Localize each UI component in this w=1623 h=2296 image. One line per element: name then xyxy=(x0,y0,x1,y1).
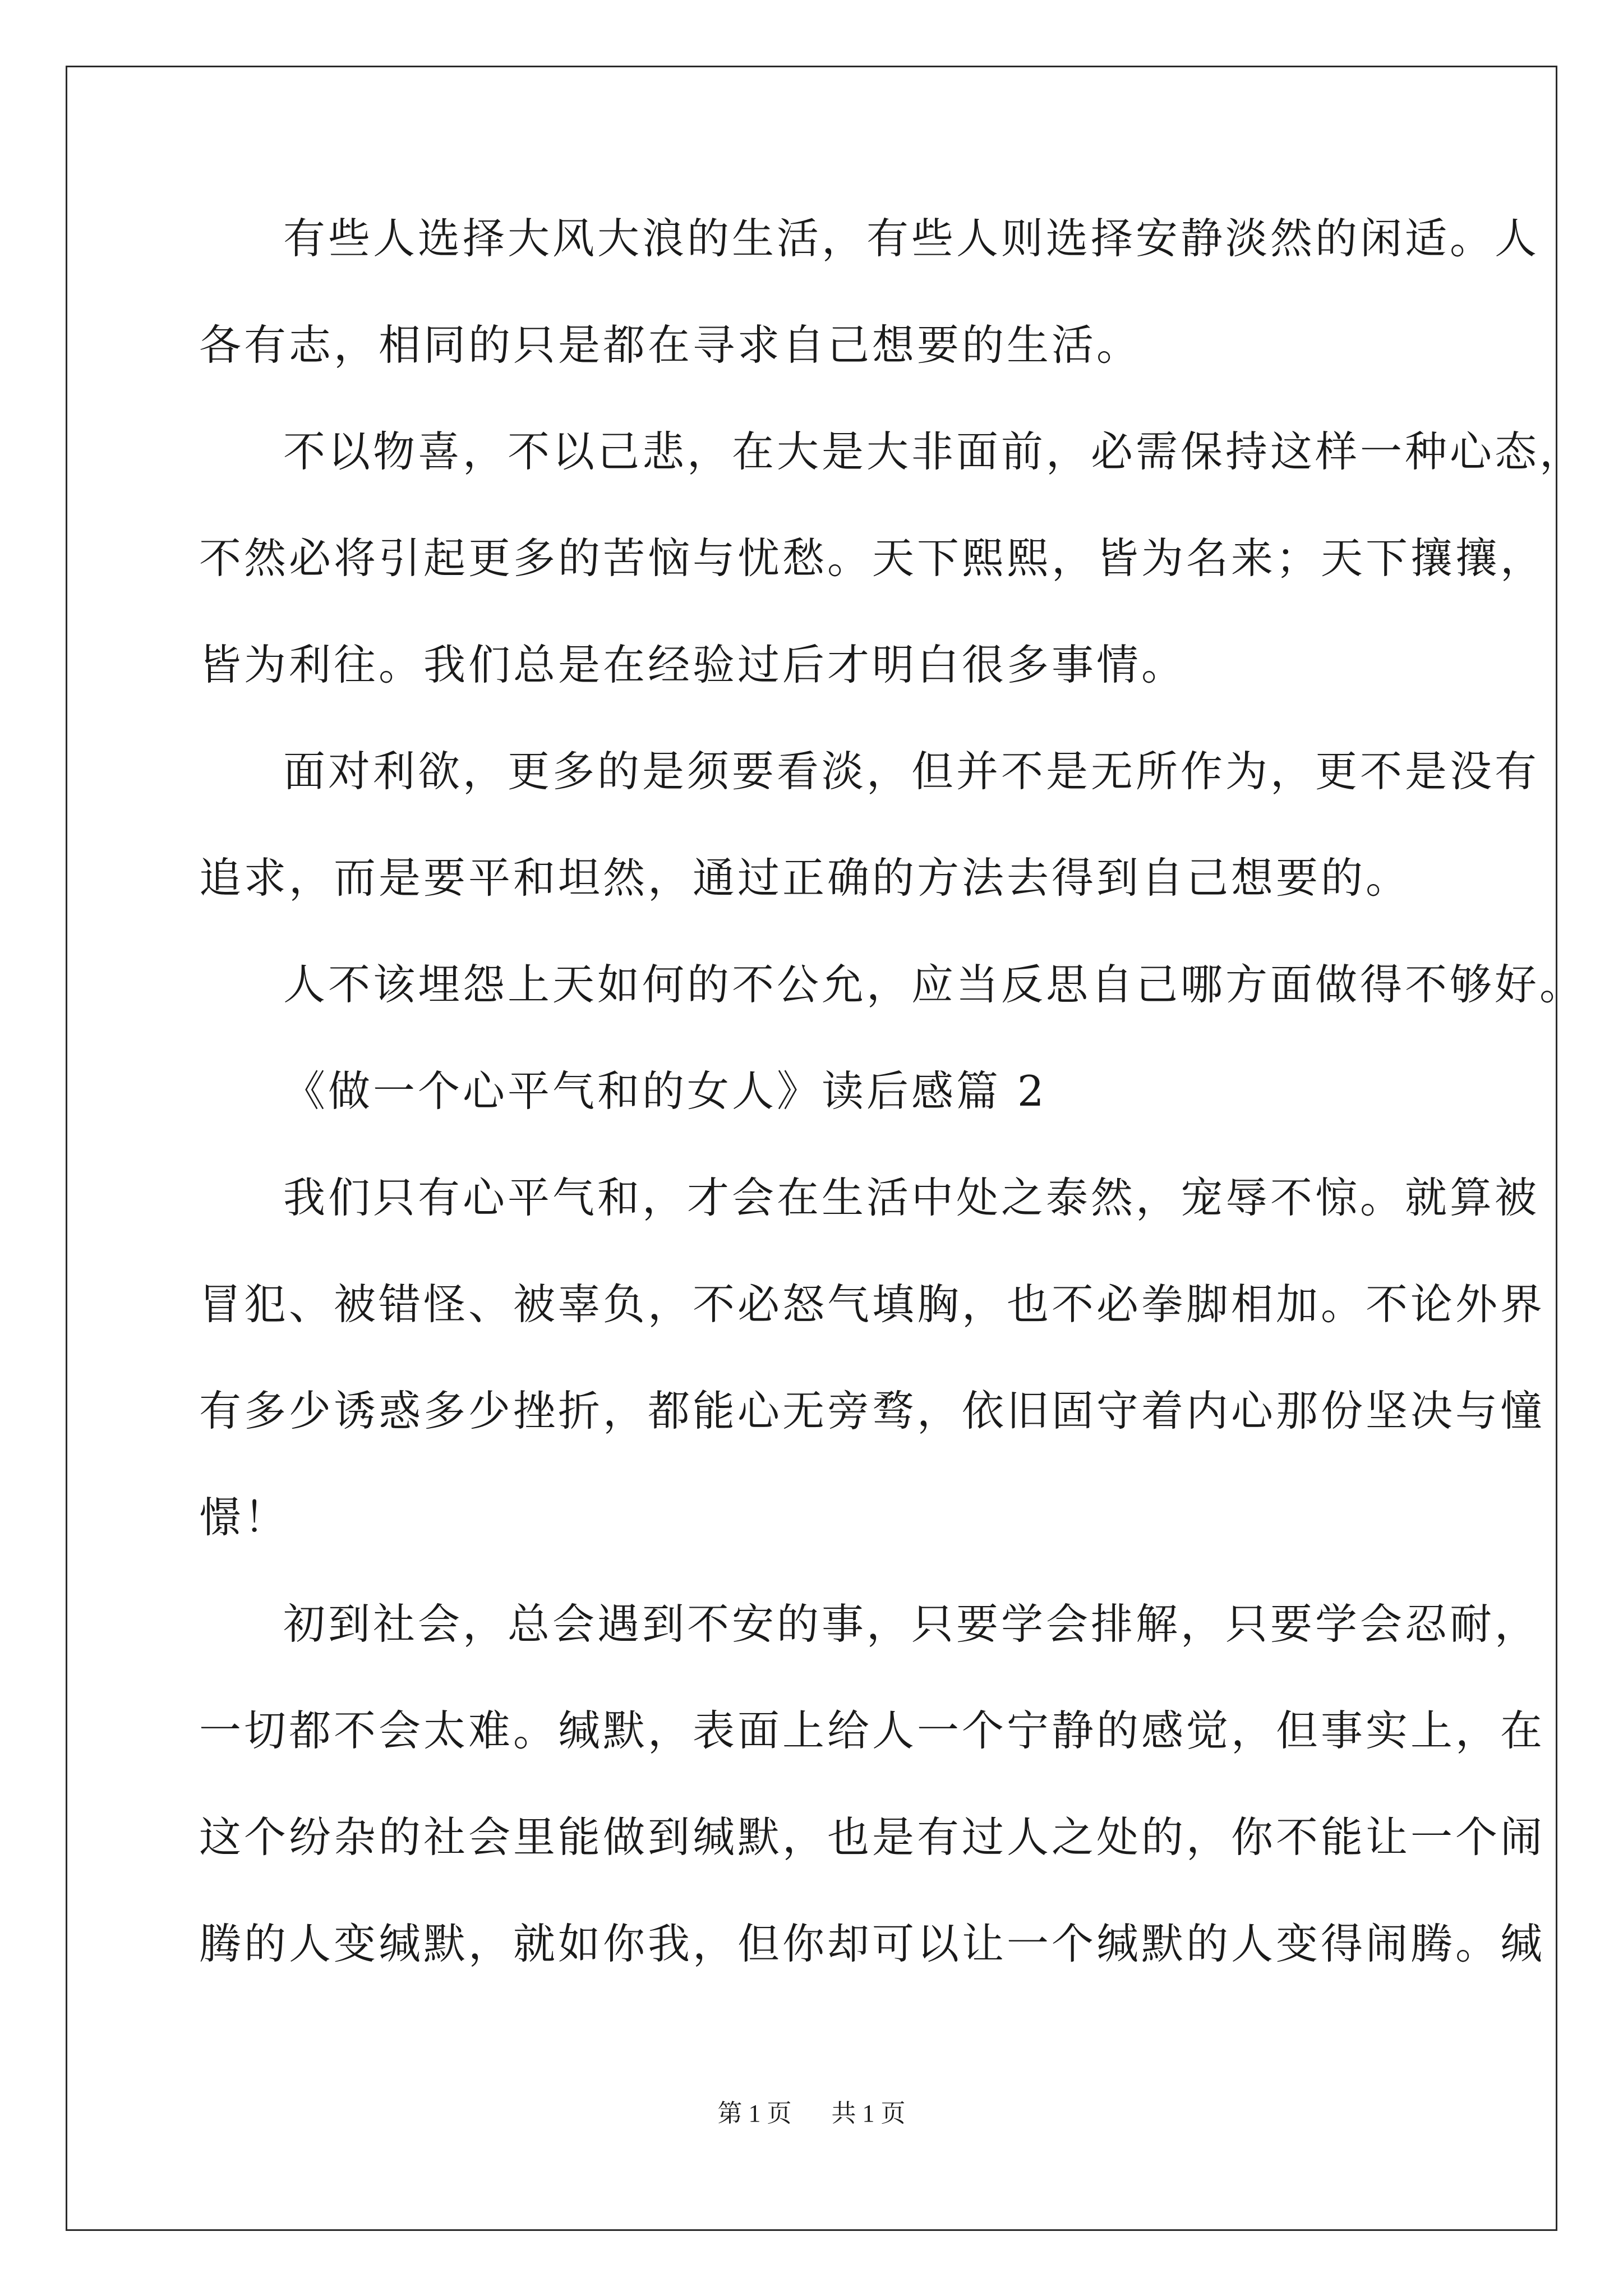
paragraph-line: 有多少诱惑多少挫折，都能心无旁骛，依旧固守着内心那份坚决与憧 xyxy=(199,1386,1546,1435)
page-number: 第 1 页 xyxy=(717,2100,792,2127)
paragraph-line: 不以物喜，不以己悲，在大是大非面前，必需保持这样一种心态， xyxy=(283,427,1585,476)
paragraph-line: 憬！ xyxy=(199,1493,289,1542)
paragraph-line: 追求，而是要平和坦然，通过正确的方法去得到自己想要的。 xyxy=(199,853,1411,903)
paragraph-line: 腾的人变缄默，就如你我，但你却可以让一个缄默的人变得闹腾。缄 xyxy=(199,1919,1546,1968)
paragraph-line: 我们只有心平气和，才会在生活中处之泰然，宠辱不惊。就算被 xyxy=(283,1173,1540,1222)
paragraph-line: 人不该埋怨上天如何的不公允，应当反思自己哪方面做得不够好。 xyxy=(283,960,1585,1009)
document-body xyxy=(199,210,1585,2022)
paragraph-line: 皆为利往。我们总是在经验过后才明白很多事情。 xyxy=(199,640,1187,689)
paragraph-line: 各有志，相同的只是都在寻求自己想要的生活。 xyxy=(199,320,1142,370)
paragraph-line: 一切都不会太难。缄默，表面上给人一个宁静的感觉，但事实上，在 xyxy=(199,1706,1546,1755)
paragraph-line: 有些人选择大风大浪的生活，有些人则选择安静淡然的闲适。人 xyxy=(283,214,1540,263)
paragraph-line: 这个纷杂的社会里能做到缄默，也是有过人之处的，你不能让一个闹 xyxy=(199,1812,1546,1862)
section-heading: 《做一个心平气和的女人》读后感篇 2 xyxy=(283,1066,1047,1116)
paragraph-line: 不然必将引起更多的苦恼与忧愁。天下熙熙，皆为名来；天下攘攘， xyxy=(199,533,1546,583)
paragraph-line: 冒犯、被错怪、被辜负，不必怒气填胸，也不必拳脚相加。不论外界 xyxy=(199,1280,1546,1329)
paragraph-line: 面对利欲，更多的是须要看淡，但并不是无所作为，更不是没有 xyxy=(283,747,1540,796)
paragraph-line: 初到社会，总会遇到不安的事，只要学会排解，只要学会忍耐， xyxy=(283,1599,1540,1649)
page-total: 共 1 页 xyxy=(831,2100,906,2127)
page-footer xyxy=(0,2097,1623,2131)
